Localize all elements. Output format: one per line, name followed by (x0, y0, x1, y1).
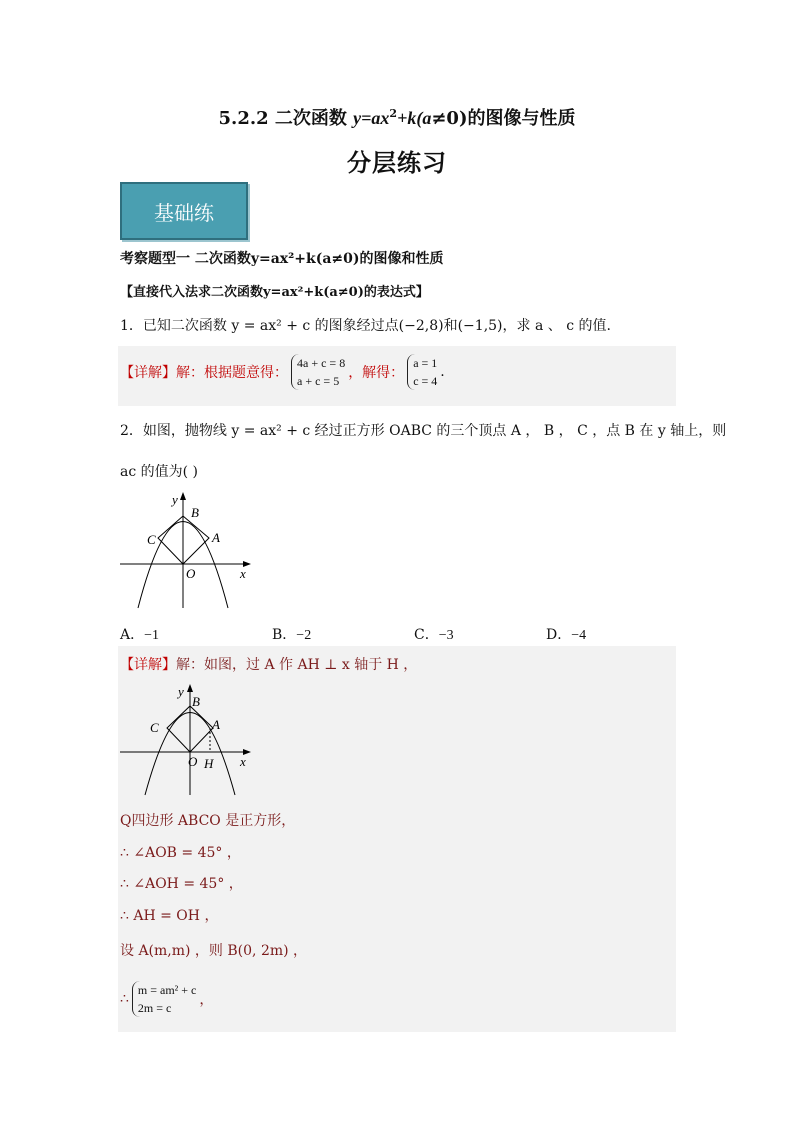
point-a-label: A (212, 717, 220, 732)
parabola-figure (118, 490, 258, 610)
point-a-label: A (212, 530, 220, 545)
answer-2-lead: 【详解】解：如图，过 A 作 AH ⊥ x 轴于 H ， (120, 657, 418, 673)
level-badge: 基础练 (120, 182, 248, 240)
document-subtitle: 分层练习 (347, 148, 447, 177)
solution-system: a = 1 c = 4 (407, 354, 437, 390)
option-b[interactable]: B．−2 (272, 627, 312, 643)
answer-2-step-5: 设 A(m,m) ，则 B(0, 2m) ， (120, 943, 308, 959)
origin-label: O (186, 566, 196, 581)
y-axis-label: y (178, 684, 184, 699)
solution-figure (118, 682, 258, 797)
point-b-label: B (192, 694, 200, 709)
point-b-label: B (191, 505, 199, 520)
answer-2-step-4: ∴ AH = OH ， (120, 908, 219, 924)
answer-2-step-3: ∴ ∠AOH = 45° ， (120, 876, 243, 892)
question-2-line-2: ac 的值为( ) (120, 464, 199, 480)
origin-label: O (188, 754, 198, 769)
answer-2-step-2: ∴ ∠AOB = 45° ， (120, 845, 241, 861)
answer-2-system: m = am² + c 2m = c (132, 981, 196, 1017)
y-axis-label: y (172, 492, 178, 507)
point-c-label: C (147, 532, 156, 547)
point-c-label: C (150, 720, 159, 735)
equation-system: 4a + c = 8 a + c = 5 (291, 354, 345, 390)
question-2-line-1: 2．如图，抛物线 y = ax² + c 经过正方形 OABC 的三个顶点 A ， B ， C ，点 B 在 y 轴上，则 (120, 423, 727, 439)
answer-2-step-1: Q四边形 ABCO 是正方形， (120, 813, 296, 829)
answer-2-step-6: ∴ m = am² + c 2m = c ， (120, 983, 214, 1015)
option-c[interactable]: C．−3 (414, 627, 454, 643)
question-1: 1．已知二次函数 y = ax² + c 的图象经过点(−2,8)和(−1,5)，求 a 、 c 的值. (120, 318, 611, 334)
document-title: 5.2.2 二次函数 $y=ax^2+k(a\ne 0)$的图像与性质 (218, 107, 576, 129)
point-h-label: H (204, 756, 214, 771)
x-axis-label: x (240, 566, 246, 581)
option-d[interactable]: D．−4 (546, 627, 587, 643)
answer-tag: 【详解】 (120, 365, 176, 381)
option-a[interactable]: A．−1 (120, 627, 160, 643)
section-title: 考察题型一 二次函数y=ax²+k(a≠0)的图像和性质 (120, 251, 444, 267)
answer-1: 【详解】 解：根据题意得： 4a + c = 8 a + c = 5 ，解得： a = 1 c = 4 . (120, 356, 445, 388)
section-subtitle: 【直接代入法求二次函数y=ax²+k(a≠0)的表达式】 (120, 285, 429, 300)
x-axis-label: x (240, 754, 246, 769)
